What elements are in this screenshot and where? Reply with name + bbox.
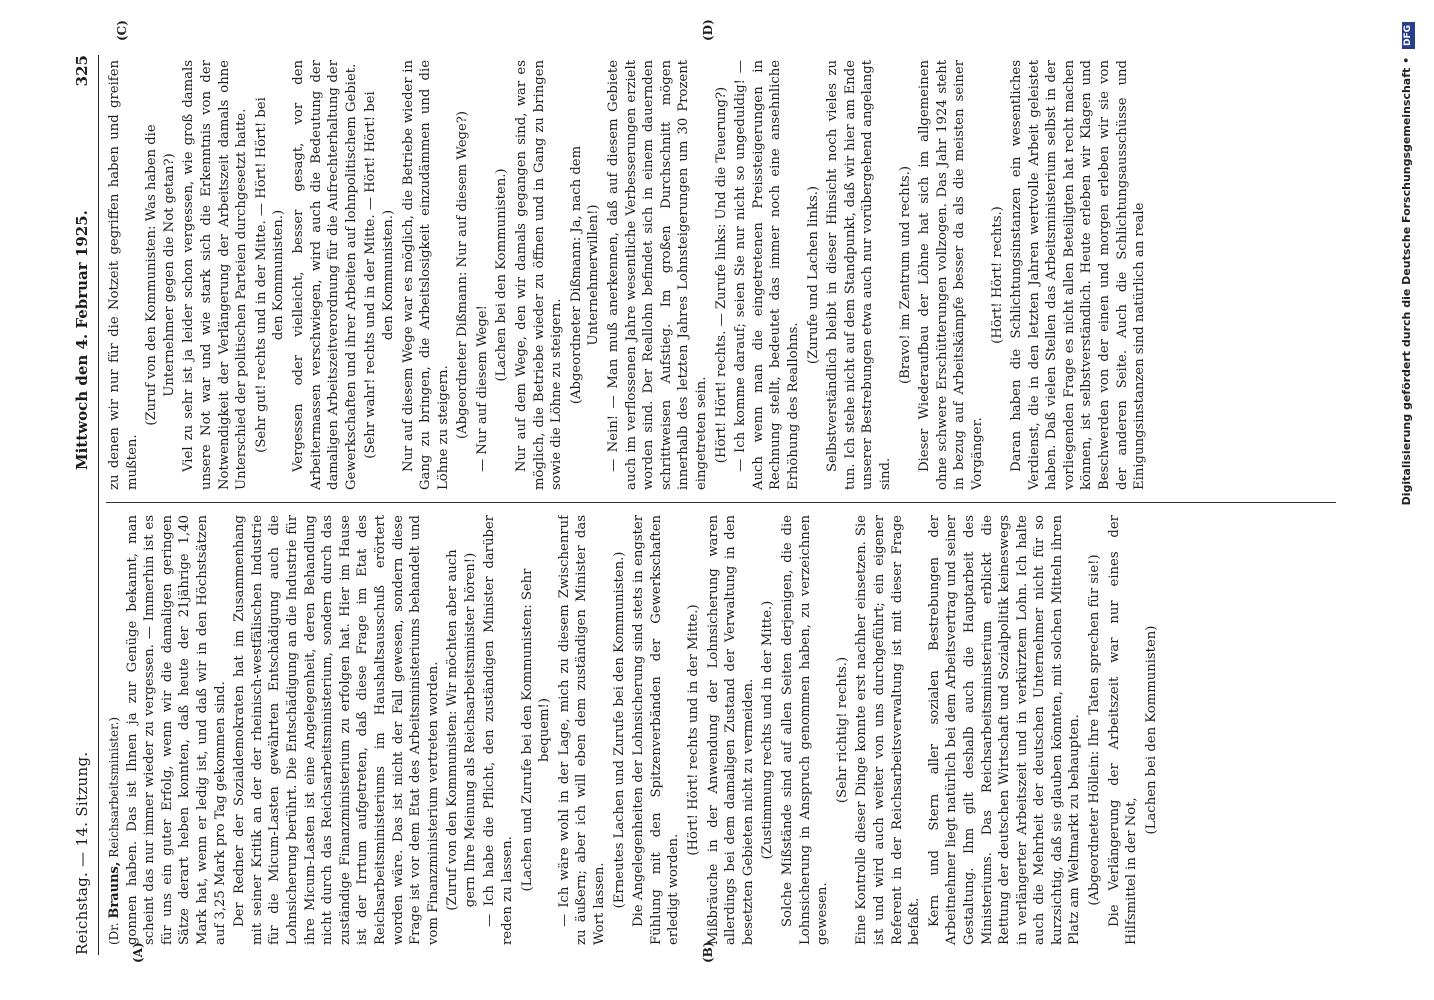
- paragraph: — Nein! — Man muß anerkennen, daß auf diesem Gebiete auch im verflossenen Jahre wesentliche Verbesserungen erzielt worden sind. Der Reallohn befindet sich in einem dauernden schrittweisen Aufstieg. Im großen Durchschnitt mögen innerhalb des letzten Jahres Lohnsteigerungen um 30 Prozent eingetreten sein.: [606, 60, 709, 490]
- paragraph: Die Verlängerung der Arbeitszeit war nur eines der Hilfsmittel in der Not,: [1106, 515, 1140, 945]
- paragraph: zu denen wir nur für die Notzeit gegriffen haben und greifen mußten.: [107, 60, 140, 490]
- column-divider: [106, 502, 1336, 503]
- paragraph: Die Angelegenheiten der Lohnsicherung sind stets in engster Fühlung mit den Spitzenverbänden der Gewerkschaften erledigt worden.: [631, 515, 682, 945]
- interjection: (Erneutes Lachen und Zurufe bei den Kommunisten.): [611, 551, 627, 909]
- interjection: (Bravo! im Zentrum und rechts.): [897, 165, 913, 385]
- paragraph: Solche Mißstände sind auf allen Seiten derjenigen, die die Lohnsicherung in Anspruch genommen haben, zu verzeichnen gewesen.: [779, 515, 831, 945]
- interjection: (Abgeordneter Höllein: Ihre Taten sprechen für sie!): [1087, 554, 1103, 906]
- interjection: (Zuruf von den Kommunisten: Was haben die Unternehmer gegen die Not getan?): [144, 124, 177, 426]
- digitization-note: [1392, 12, 1428, 987]
- interjection: (Lachen und Zurufe bei den Kommunisten: Sehr bequem!): [519, 568, 553, 892]
- paragraph: Der Redner der Sozialdemokraten hat im Zusammenhang mit seiner Kritik an der der rheinisch-westfälischen Industrie für die Micum-Lasten gewährten Entschädigung auch die Lohnsicherung berührt. Die Entschädigung an die Industrie für ihre Micum-Lasten ist eine Angelegenheit, deren Behandlung nicht durch das Reichsarbeitsministerium, sondern durch das zuständige Finanzministerium zu erfolgen hat. Hier im Hause ist der Irrtum aufgetreten, daß diese Frage im Etat des Reichsarbeitsministeriums im Haushaltsausschuß erörtert worden wäre. Das ist nicht der Fall gewesen, sondern diese Frage ist vor dem Etat des Arbeitsministeriums behandelt und vom Finanzministerium vertreten worden.: [232, 515, 441, 945]
- paragraph: Dieser Wiederaufbau der Löhne hat sich im allgemeinen ohne schwere Erschütterungen vollzogen. Das Jahr 1924 steht in bezug auf Arbeitskämpfe besser da als die meisten seiner Vorgänger.: [917, 60, 985, 490]
- speaker-line: [106, 515, 124, 945]
- interjection: (Hört! Hört! rechts.): [989, 206, 1005, 344]
- paragraph: gonnen haben. Das ist Ihnen ja zur Genüge bekannt, man scheint das nur immer wieder zu vergessen. — Immerhin ist es für uns ein guter Erfolg, wenn wir die damaligen geringen Sätze derart heben konnten, daß heute der 21jährige 1,40 Mark hat, wenn er ledig ist, und daß wir in den Höchstsätzen auf 3,25 Mark pro Tag gekommen sind.: [124, 515, 228, 945]
- paragraph: Nur auf diesem Wege war es möglich, die Betriebe wieder in Gang zu bringen, die Arbeitslosigkeit einzudämmen und die Löhne zu steigern.: [400, 60, 451, 490]
- dfg-logo: DFG: [1402, 22, 1415, 49]
- paragraph: Kern und Stern aller sozialen Bestrebungen der Arbeitnehmer liegt natürlich bei dem Arbeitsvertrag und seiner Gestaltung. Ihm gilt deshalb auch die Hauptarbeit des Ministeriums. Das Reichsarbeitsministerium erblickt die Rettung der deutschen Wirtschaft und Sozialpolitik keineswegs in verlängerter Arbeitszeit und in verkürztem Lohn. Ich halte auch die Mehrheit der deutschen Unternehmer nicht für so kurzsichtig, daß sie glauben könnten, mit solchen Mitteln ihren Platz am Weltmarkt zu behaupten.: [926, 515, 1083, 945]
- interjection: (Hört! Hört! rechts und in der Mitte.): [686, 604, 701, 856]
- interjection: (Zurufe und Lachen links.): [805, 185, 821, 365]
- paragraph: Vergessen oder vielleicht, besser gesagt, vor den Arbeitermassen verschwiegen, wird auch die Bedeutung der damaligen Arbeitszeitverordnung für die Aufrechterhaltung der Gewerkschaften und ihrer Arbeiten auf lohnpolitischem Gebiet.: [290, 60, 359, 490]
- paragraph: Daran haben die Schlichtungsinstanzen ein wesentliches Verdienst, die in den letzten Jahren wertvolle Arbeit geleistet haben. Daß vielen Stellen das Arbeitsministerium selbst in der vorliegenden Frage es nicht allen Beteiligten hat recht machen können, ist selbstverständlich. Heute erleben wir Klagen und Beschwerden von der einen und morgen erleben wir sie von der anderen Seite. Auch die Schlichtungsausschüsse und Einigungsinstanzen sind natürlich an reale: [1009, 60, 1148, 490]
- interjection: (Hört! Hört! rechts. — Zurufe links: Und die Teuerung?): [713, 86, 729, 464]
- paragraph: Selbstverständlich bleibt in dieser Hinsicht noch vieles zu tun. Ich stehe nicht auf dem Standpunkt, daß wir hier am Ende unserer Bestrebungen etwa auch nur vorübergehend angelangt sind.: [825, 60, 893, 490]
- page-number: 325: [73, 55, 91, 87]
- paragraph: — Nur auf diesem Wege!: [474, 305, 490, 472]
- paragraph: — Ich komme darauf; seien Sie nur nicht so ungeduldig! — Auch wenn man die eingetretenen Preissteigerungen in Rechnung stellt, bedeutet das immer noch eine ansehnliche Erhöhung des Reallohns.: [733, 60, 801, 490]
- paragraph: — Ich wäre wohl in der Lage, mich zu diesem Zwischenruf zu äußern; aber ich will eben dem zuständigen Minister das Wort lassen.: [556, 515, 608, 945]
- interjection: (Sehr gut! rechts und in der Mitte. — Hört! Hört! bei den Kommunisten.): [253, 97, 287, 453]
- paragraph: Viel zu sehr ist ja leider schon vergessen, wie groß damals unsere Not war und wie stark sich die Erkenntnis von der Notwendigkeit der Verlängerung der Arbeitszeit damals ohne Unterschied der politischen Parteien durchgesetzt hatte.: [181, 60, 250, 490]
- speaker-name: Brauns,: [107, 861, 122, 919]
- interjection: (Lachen bei den Kommunisten): [1143, 625, 1159, 835]
- interjection: (Abgeordneter Dißmann: Ja, nach dem Unternehmerwillen!): [568, 145, 602, 405]
- margin-marker-d: (D): [701, 19, 715, 41]
- right-column-text: [106, 60, 1149, 490]
- margin-marker-b: (B): [701, 941, 715, 963]
- paragraph: Eine Kontrolle dieser Dinge konnte erst nachher einsetzen. Sie ist und wird auch weiter von uns durchgeführt; ein eigener Referent in der Reichsarbeitsverwaltung ist mit dieser Frage befaßt.: [854, 515, 923, 945]
- funding-text: Digitalisierung gefördert durch die Deutsche Forschungsgemeinschaft •: [1400, 56, 1413, 506]
- right-column: [106, 60, 1356, 490]
- interjection: (Sehr wahr! rechts und in der Mitte. — Hört! Hört! bei den Kommunisten.): [363, 91, 396, 459]
- running-head: [72, 55, 99, 955]
- speaker-role: Reichsarbeitsminister.): [107, 716, 121, 858]
- digitization-note-text: [1400, 22, 1420, 982]
- paragraph: Nur auf dem Wege, den wir damals gegangen sind, war es möglich, die Betriebe wieder zu öffnen und in Gang zu bringen sowie die Löhne zu steigern.: [514, 60, 565, 490]
- margin-marker-a: (A): [131, 942, 145, 963]
- left-column-text: [124, 515, 1161, 945]
- left-column: [106, 515, 1356, 945]
- header-session: Reichstag. — 14. Sitzung.: [73, 751, 91, 955]
- speaker-prefix: (Dr.: [107, 922, 121, 945]
- interjection: (Lachen bei den Kommunisten.): [494, 168, 510, 382]
- margin-marker-c: (C): [115, 20, 129, 41]
- interjection: (Abgeordneter Dißmann: Nur auf diesem Wege?): [455, 111, 471, 439]
- paragraph: — Ich habe die Pflicht, den zuständigen Minister darüber reden zu lassen.: [482, 515, 516, 945]
- interjection: (Zuruf von den Kommunisten: Wir möchten aber auch gern Ihre Meinung als Reichsarbeitsminister hören!): [445, 549, 478, 911]
- interjection: (Sehr richtig! rechts.): [834, 656, 850, 804]
- paragraph: Mißbräuche in der Anwendung der Lohnsicherung waren allerdings bei dem damaligen Zustand der Verwaltung in den besetzten Gebieten nicht zu vermeiden.: [705, 515, 756, 945]
- header-date: Mittwoch den 4. Februar 1925.: [73, 210, 91, 470]
- rotated-reichstag-page: [72, 19, 1362, 963]
- interjection: (Zustimmung rechts und in der Mitte.): [760, 600, 776, 860]
